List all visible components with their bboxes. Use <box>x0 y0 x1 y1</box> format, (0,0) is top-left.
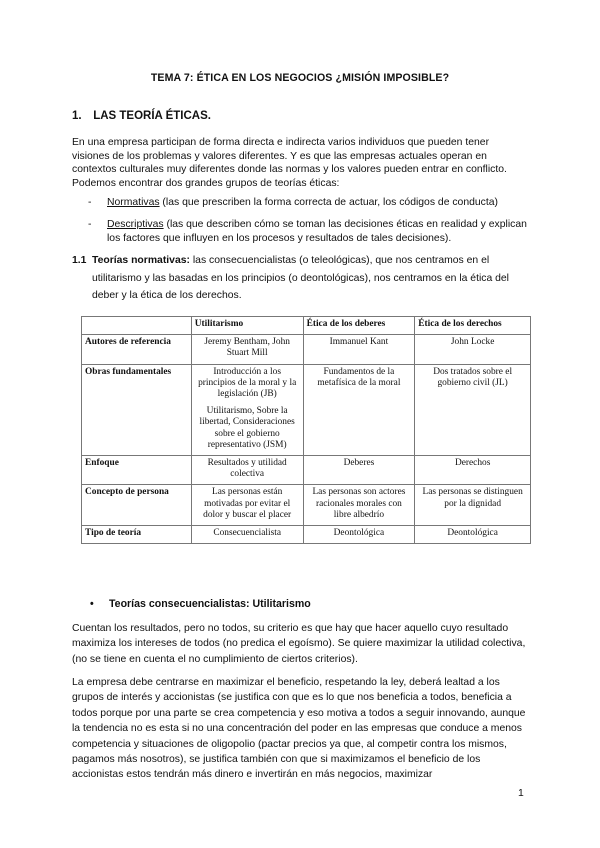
table-row <box>82 335 531 364</box>
cell-paragraph: Introducción a los principios de la moral y la legislación (JB) <box>198 366 297 400</box>
table-cell: Deontológica <box>303 526 415 544</box>
table-cell: Fundamentos de la metafísica de la moral <box>303 364 415 455</box>
table-cell <box>191 364 303 455</box>
section-heading <box>72 110 211 122</box>
table-cell: Consecuencialista <box>191 526 303 544</box>
table-header-cell: Utilitarismo <box>191 317 303 335</box>
table-row <box>82 364 531 455</box>
table-cell: Deontológica <box>415 526 531 544</box>
row-label: Tipo de teoría <box>82 526 192 544</box>
table-row <box>82 456 531 485</box>
table-cell: Dos tratados sobre el gobierno civil (JL) <box>415 364 531 455</box>
section-number: 1. <box>72 110 82 122</box>
section-heading-text: LAS TEORÍA ÉTICAS. <box>93 110 211 122</box>
table-cell: John Locke <box>415 335 531 364</box>
table-cell: Las personas son actores racionales morales con libre albedrío <box>303 485 415 526</box>
table-row <box>82 526 531 544</box>
page-number: 1 <box>518 788 524 799</box>
table-cell: Derechos <box>415 456 531 485</box>
bullet-heading-text: Teorías consecuencialistas: Utilitarismo <box>109 598 311 610</box>
cell-paragraph: Utilitarismo, Sobre la libertad, Consideraciones sobre el gobierno representativo (JSM) <box>199 406 295 450</box>
table-cell: Las personas están motivadas por evitar el dolor y buscar el placer <box>191 485 303 526</box>
dash-marker: - <box>88 197 92 208</box>
table-header-cell: Ética de los derechos <box>415 317 531 335</box>
theory-group-text <box>107 218 527 245</box>
subsection-text <box>92 252 528 305</box>
utilitarianism-paragraph: Cuentan los resultados, pero no todos, su criterio es que hay que hacer aquello cuyo resultado maximiza los intereses de todos (no predica el egoísmo). Se quiere maximizar la utilidad colectiva, (no se tiene en cuenta el no cumplimiento de ciertos criterios). <box>72 623 526 665</box>
table-cell: Deberes <box>303 456 415 485</box>
row-label: Obras fundamentales <box>82 364 192 455</box>
subsection-term: Teorías normativas: <box>92 255 190 266</box>
theory-description: (las que prescriben la forma correcta de actuar, los códigos de conducta) <box>159 197 498 208</box>
table-row <box>82 485 531 526</box>
theory-group-text <box>107 196 527 210</box>
document-title: TEMA 7: ÉTICA EN LOS NEGOCIOS ¿MISIÓN IMPOSIBLE? <box>150 72 450 84</box>
subsection-body: las consecuencialistas (o teleológicas), que nos centramos en el utilitarismo y las basadas en los principios (o deontológicas), nos centramos en la ética del deber y la ética de los derechos. <box>92 255 509 301</box>
theory-term: Normativas <box>107 197 160 208</box>
bullet-marker: • <box>90 598 94 610</box>
dash-marker: - <box>88 219 92 230</box>
row-label: Autores de referencia <box>82 335 192 364</box>
table-header-row <box>82 317 531 335</box>
row-label: Enfoque <box>82 456 192 485</box>
table-cell: Jeremy Bentham, John Stuart Mill <box>191 335 303 364</box>
table-header-cell: Ética de los deberes <box>303 317 415 335</box>
table-cell: Las personas se distinguen por la dignidad <box>415 485 531 526</box>
table-cell: Immanuel Kant <box>303 335 415 364</box>
ethics-theories-table <box>81 316 531 544</box>
theory-term: Descriptivas <box>107 219 164 230</box>
subsection-number: 1.1 <box>72 255 87 266</box>
company-paragraph: La empresa debe centrarse en maximizar el beneficio, respetando la ley, deberá lealtad a los grupos de interés y accionistas (se justifica con que es lo que nos beneficia a todos, beneficia a todos porque por una parte se crea competencia y eso motiva a todos a seguir innovando, aunque la tendencia no es esta si no una concentración del poder en las empresas que conduce a menos competencia y situaciones de oligopolio (pactar precios ya que, al competir contra los mismos, pagamos más nosotros), se justifica también con que si maximizamos el beneficio de los accionistas estos tendrán más dinero e invertirán en más negocios, maximizar <box>72 677 526 781</box>
intro-paragraph: En una empresa participan de forma directa e indirecta varios individuos que pueden tener visiones de los problemas y valores diferentes. Y es que las empresas actuales operan en contextos culturales muy diferentes donde las normas y los valores pueden entrar en conflicto. Podemos encontrar dos grandes grupos de teorías éticas: <box>72 137 507 189</box>
table-header-cell <box>82 317 192 335</box>
table-cell: Resultados y utilidad colectiva <box>191 456 303 485</box>
theory-description: (las que describen cómo se toman las decisiones éticas en realidad y explican los factores que influyen en los procesos y resultados de tales decisiones). <box>107 219 527 244</box>
row-label: Concepto de persona <box>82 485 192 526</box>
